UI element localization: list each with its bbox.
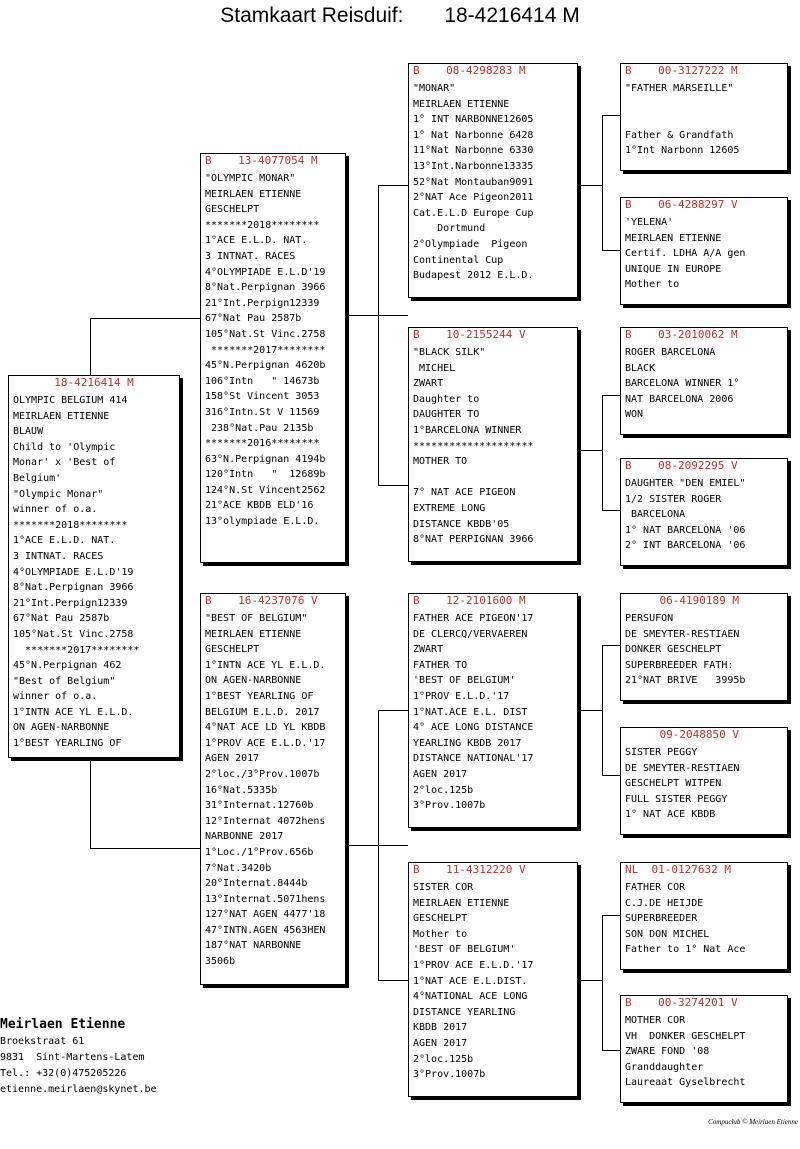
detail-line: 1/2 SISTER ROGER <box>625 493 722 505</box>
detail-line: 1°INTN ACE YL E.L.D. <box>13 706 134 718</box>
detail-line: 1°BEST YEARLING OF <box>205 690 314 702</box>
ring-number: B 08-2092295 V <box>625 459 738 472</box>
detail-line: DAUGHTER TO <box>413 409 480 421</box>
pigeon-details <box>409 342 577 548</box>
detail-line: ON AGEN-NARBONNE <box>13 722 110 734</box>
detail-line: C.J.DE HEIJDE <box>625 897 704 909</box>
connector-line <box>578 450 602 451</box>
detail-line: 2°Olympiade Pigeon <box>413 238 528 250</box>
connector-line <box>602 915 603 1050</box>
detail-line: FATHER ACE PIGEON'17 <box>413 613 534 624</box>
detail-line: 63°N.Perpignan 4194b <box>205 453 326 465</box>
detail-line: "OLYMPIC MONAR" <box>205 173 296 184</box>
footer-credit: Compuclub © Meirlaen Etienne <box>708 1118 798 1126</box>
detail-line: BLAUW <box>13 426 44 438</box>
great-grandparent-card <box>620 727 788 835</box>
connector-line <box>602 510 620 511</box>
detail-line: 158°St Vincent 3053 <box>205 391 320 403</box>
subject-pigeon-card <box>8 375 180 758</box>
detail-line: *******2016******** <box>205 438 320 450</box>
detail-line: Child to 'Olympic <box>13 441 116 453</box>
detail-line: 2°loc.125b <box>413 1053 474 1065</box>
page-title: Stamkaart Reisduif: 18-4216414 M <box>220 4 580 27</box>
detail-line: 1°BARCELONA WINNER <box>413 424 522 436</box>
detail-line: SISTER PEGGY <box>625 747 698 758</box>
detail-line: *******2017******** <box>13 644 140 656</box>
detail-line: *******2017******** <box>205 344 326 356</box>
detail-line: Budapest 2012 E.L.D. <box>413 270 534 282</box>
ring-number: B 10-2155244 V <box>413 328 526 341</box>
connector-line <box>90 758 91 848</box>
detail-line: 1°BEST YEARLING OF <box>13 738 122 750</box>
connector-line <box>378 710 408 711</box>
detail-line: 16°Nat.5335b <box>205 784 278 796</box>
detail-line: SON DON MICHEL <box>625 928 710 940</box>
detail-line: 127°NAT AGEN 4477'18 <box>205 909 326 921</box>
detail-line: "FATHER MARSEILLE" <box>625 83 734 94</box>
detail-line: KBDB 2017 <box>413 1022 468 1034</box>
connector-line <box>602 645 603 775</box>
connector-line <box>345 845 408 846</box>
detail-line: ZWART <box>413 378 444 390</box>
detail-line: MEIRLAEN ETIENNE <box>625 232 722 244</box>
connector-line <box>602 645 620 646</box>
detail-line: Belgium' <box>13 472 62 484</box>
detail-line: "Olympic Monar" <box>13 488 104 500</box>
detail-line: ZWARE FOND '08 <box>625 1046 710 1058</box>
detail-line: SUPERBREEDER FATH: <box>625 659 734 671</box>
pigeon-details <box>201 168 345 530</box>
detail-line: 105°Nat.St Vinc.2758 <box>205 328 326 340</box>
detail-line: Father & Grandfath <box>625 129 734 141</box>
detail-line: ROGER BARCELONA <box>625 347 716 358</box>
connector-line <box>378 485 408 486</box>
detail-line: DE CLERCQ/VERVAEREN <box>413 628 528 640</box>
detail-line: BARCELONA WINNER 1° <box>625 378 740 390</box>
pigeon-details <box>409 78 577 284</box>
detail-line: Certif. LDHA A/A gen <box>625 248 746 260</box>
detail-line: 4°OLYMPIADE E.L.D'19 <box>205 266 326 278</box>
detail-line: 2°loc./3°Prov.1007b <box>205 768 320 780</box>
detail-line: DISTANCE KBDB'05 <box>413 518 510 530</box>
detail-line: OLYMPIC BELGIUM 414 <box>13 395 128 406</box>
pigeon-details <box>621 1010 787 1091</box>
detail-line: 187°NAT NARBONNE <box>205 940 302 952</box>
owner-address-block <box>0 1016 157 1098</box>
detail-line: 67°Nat Pau 2587b <box>13 613 110 625</box>
detail-line: DONKER GESCHELPT <box>625 644 722 656</box>
connector-line <box>378 980 408 981</box>
detail-line: BARCELONA <box>625 509 686 521</box>
connector-line <box>602 915 620 916</box>
detail-line: 1°PROV ACE E.L.D.'17 <box>413 959 534 971</box>
connector-line <box>345 315 408 316</box>
detail-line: 4°OLYMPIADE E.L.D'19 <box>13 566 134 578</box>
detail-line: 45°N.Perpignan 462 <box>13 660 122 672</box>
ring-number: 18-4216414 M <box>54 376 134 389</box>
detail-line: 120°Intn " 12689b <box>205 469 326 481</box>
pigeon-details <box>621 608 787 689</box>
detail-line: SUPERBREEDER <box>625 913 698 925</box>
detail-line: 105°Nat.St Vinc.2758 <box>13 628 134 640</box>
detail-line: 11°Nat Narbonne 6330 <box>413 145 534 157</box>
detail-line: 3506b <box>205 956 236 968</box>
detail-line: 8°Nat.Perpignan 3966 <box>13 582 134 594</box>
pigeon-details <box>621 78 787 159</box>
detail-line: 1°NAT ACE E.L.DIST. <box>413 975 528 987</box>
detail-line: MEIRLAEN ETIENNE <box>13 410 110 422</box>
great-grandparent-card <box>620 197 788 305</box>
connector-line <box>90 318 200 319</box>
owner-phone: Tel.: +32(0)475205226 <box>0 1068 127 1079</box>
detail-line: "BLACK SILK" <box>413 347 486 358</box>
great-grandparent-card <box>620 995 788 1103</box>
ring-number: B 13-4077054 M <box>205 154 318 167</box>
detail-line: 45°N.Perpignan 4620b <box>205 360 326 372</box>
pigeon-details <box>621 877 787 958</box>
detail-line: 3°Prov.1007b <box>413 800 486 812</box>
detail-line: 3 INTNAT. RACES <box>205 250 296 262</box>
detail-line <box>413 470 573 486</box>
detail-line: 4°NAT ACE LD YL KBDB <box>205 722 326 734</box>
detail-line: 4° ACE LONG DISTANCE <box>413 722 534 734</box>
detail-line: Laureaat Gyselbrecht <box>625 1077 746 1089</box>
detail-line: 316°Intn.St V 11569 <box>205 406 320 418</box>
detail-line: MOTHER COR <box>625 1015 686 1026</box>
detail-line: VH DONKER GESCHELPT <box>625 1030 746 1042</box>
owner-street: Broekstraat 61 <box>0 1036 85 1047</box>
connector-line <box>602 775 620 776</box>
pigeon-details <box>201 608 345 970</box>
detail-line: BELGIUM E.L.D. 2017 <box>205 706 320 718</box>
detail-line: MEIRLAEN ETIENNE <box>413 98 510 110</box>
detail-line: DAUGHTER "DEN EMIEL" <box>625 478 746 489</box>
great-grandparent-card <box>620 327 788 435</box>
ring-number: 09-2048850 V <box>659 728 739 741</box>
detail-line: 1° INT NARBONNE12605 <box>413 114 534 126</box>
connector-line <box>602 395 620 396</box>
detail-line: AGEN 2017 <box>413 1037 468 1049</box>
grandsire-dam-card <box>408 593 578 828</box>
pigeon-details <box>621 742 787 823</box>
detail-line: 8°Nat.Perpignan 3966 <box>205 282 326 294</box>
detail-line: UNIQUE IN EUROPE <box>625 263 722 275</box>
detail-line: 124°N.St Vincent2562 <box>205 484 326 496</box>
detail-line: 'YELENA' <box>625 217 674 228</box>
detail-line: Continental Cup <box>413 254 504 266</box>
detail-line: Dortmund <box>413 223 486 235</box>
great-grandparent-card <box>620 63 788 171</box>
detail-line: DE SMEYTER-RESTIAEN <box>625 628 740 640</box>
detail-line: 21°Int.Perpign12339 <box>205 297 320 309</box>
detail-line: Granddaughter <box>625 1061 704 1073</box>
detail-line: "BEST OF BELGIUM" <box>205 613 308 624</box>
detail-line: winner of o.a. <box>13 504 98 516</box>
detail-line: FULL SISTER PEGGY <box>625 793 728 805</box>
detail-line: *******2018******** <box>205 219 320 231</box>
detail-line: MEIRLAEN ETIENNE <box>205 188 302 200</box>
detail-line: Daughter to <box>413 393 480 405</box>
detail-line: 1°Loc./1°Prov.656b <box>205 846 314 858</box>
detail-line: FATHER TO <box>413 659 468 671</box>
pigeon-details <box>621 473 787 554</box>
detail-line: 238°Nat.Pau 2135b <box>205 422 314 434</box>
pigeon-details <box>409 877 577 1083</box>
connector-line <box>602 395 603 510</box>
detail-line: 1°INTN ACE YL E.L.D. <box>205 659 326 671</box>
detail-line: AGEN 2017 <box>205 753 260 765</box>
detail-line: 2°NAT Ace Pigeon2011 <box>413 192 534 204</box>
granddam-sire-card <box>408 327 578 562</box>
detail-line: winner of o.a. <box>13 691 98 703</box>
detail-line: 3 INTNAT. RACES <box>13 550 104 562</box>
detail-line: GESCHELPT <box>413 913 468 925</box>
pigeon-details <box>621 212 787 293</box>
detail-line: Mother to <box>625 279 680 291</box>
detail-line: DISTANCE NATIONAL'17 <box>413 753 534 765</box>
ring-number: NL 01-0127632 M <box>625 863 731 876</box>
detail-line: Mother to <box>413 928 468 940</box>
dam-card <box>200 593 346 985</box>
detail-line: "Best of Belgium" <box>13 675 116 687</box>
detail-line: GESCHELPT <box>205 644 260 656</box>
detail-line: 12°Internat 4072hens <box>205 815 326 827</box>
detail-line: Monar' x 'Best of <box>13 457 116 469</box>
detail-line <box>625 97 783 113</box>
connector-line <box>602 250 620 251</box>
detail-line: WON <box>625 409 644 421</box>
detail-line: 1°PROV ACE E.L.D.'17 <box>205 737 326 749</box>
ring-number: B 12-2101600 M <box>413 594 526 607</box>
connector-line <box>578 185 602 186</box>
detail-line: NAT BARCELONA 2006 <box>625 393 734 405</box>
connector-line <box>90 848 200 849</box>
grandsire-sire-card <box>408 63 578 298</box>
pigeon-details <box>621 342 787 423</box>
great-grandparent-card <box>620 458 788 566</box>
detail-line: ******************** <box>413 440 534 452</box>
pigeon-details <box>9 390 179 752</box>
detail-line: 13°Int.Narbonne13335 <box>413 160 534 172</box>
connector-line <box>378 185 379 485</box>
great-grandparent-card <box>620 593 788 701</box>
detail-line: 7° NAT ACE PIGEON <box>413 487 516 499</box>
detail-line: MICHEL <box>413 362 456 374</box>
granddam-dam-card <box>408 862 578 1097</box>
detail-line: 3°Prov.1007b <box>413 1069 486 1081</box>
detail-line: 1° NAT ACE KBDB <box>625 809 716 821</box>
sire-card <box>200 153 346 563</box>
ring-number: B 08-4298283 M <box>413 64 526 77</box>
detail-line: 1°ACE E.L.D. NAT. <box>13 535 116 547</box>
owner-email: etienne.meirlaen@skynet.be <box>0 1084 157 1095</box>
detail-line: GESCHELPT <box>205 204 260 216</box>
detail-line: ZWART <box>413 644 444 656</box>
detail-line: 7°Nat.3420b <box>205 862 272 874</box>
great-grandparent-card <box>620 862 788 970</box>
detail-line: AGEN 2017 <box>413 768 468 780</box>
detail-line: 8°NAT PERPIGNAN 3966 <box>413 534 534 546</box>
detail-line: MEIRLAEN ETIENNE <box>205 628 302 640</box>
ring-number: B 11-4312220 V <box>413 863 526 876</box>
ring-number: B 03-2010062 M <box>625 328 738 341</box>
detail-line: FATHER COR <box>625 882 686 893</box>
detail-line: 47°INTN.AGEN 4563HEN <box>205 924 326 936</box>
detail-line: 1°NAT.ACE E.L. DIST <box>413 706 528 718</box>
connector-line <box>378 185 408 186</box>
detail-line: 52°Nat Montauban9091 <box>413 176 534 188</box>
detail-line: EXTREME LONG <box>413 502 486 514</box>
detail-line: 1°PROV E.L.D.'17 <box>413 690 510 702</box>
detail-line: 13°Internat.5071hens <box>205 893 326 905</box>
detail-line: GESCHELPT WITPEN <box>625 778 722 790</box>
detail-line: 1°Int Narbonn 12605 <box>625 145 740 157</box>
detail-line: 20°Internat.8444b <box>205 878 308 890</box>
detail-line: 21°Int.Perpign12339 <box>13 597 128 609</box>
detail-line: "MONAR" <box>413 83 456 94</box>
connector-line <box>578 980 602 981</box>
detail-line: 1° Nat Narbonne 6428 <box>413 129 534 141</box>
ring-number: B 00-3127222 M <box>625 64 738 77</box>
detail-line: 21°ACE KBDB ELD'16 <box>205 500 314 512</box>
detail-line: 1° NAT BARCELONA '06 <box>625 524 746 536</box>
detail-line: 67°Nat Pau 2587b <box>205 313 302 325</box>
detail-line: 21°NAT BRIVE 3995b <box>625 675 746 687</box>
detail-line: 'BEST OF BELGIUM' <box>413 675 516 687</box>
detail-line: Cat.E.L.D Europe Cup <box>413 207 534 219</box>
owner-city: 9831 Sint-Martens-Latem <box>0 1052 145 1063</box>
connector-line <box>602 1050 620 1051</box>
ring-number: 06-4190189 M <box>659 594 739 607</box>
detail-line: 4°NATIONAL ACE LONG <box>413 991 528 1003</box>
connector-line <box>602 115 603 250</box>
pigeon-details <box>409 608 577 814</box>
detail-line: *******2018******** <box>13 519 128 531</box>
detail-line: 2°loc.125b <box>413 784 474 796</box>
ring-number: B 06-4288297 V <box>625 198 738 211</box>
detail-line: NARBONNE 2017 <box>205 831 284 843</box>
detail-line: PERSUFON <box>625 613 674 624</box>
connector-line <box>602 115 620 116</box>
detail-line: MOTHER TO <box>413 456 468 468</box>
detail-line: 13°olympiade E.L.D. <box>205 516 320 528</box>
detail-line: 1°ACE E.L.D. NAT. <box>205 235 308 247</box>
detail-line: BLACK <box>625 362 656 374</box>
detail-line: Father to 1° Nat Ace <box>625 944 746 956</box>
connector-line <box>90 318 91 376</box>
ring-number: B 00-3274201 V <box>625 996 738 1009</box>
connector-line <box>578 710 602 711</box>
detail-line <box>625 112 783 128</box>
detail-line: DE SMEYTER-RESTIAEN <box>625 762 740 774</box>
detail-line: DISTANCE YEARLING <box>413 1006 516 1018</box>
detail-line: YEARLING KBDB 2017 <box>413 737 522 749</box>
detail-line: 106°Intn " 14673b <box>205 375 320 387</box>
detail-line: MEIRLAEN ETIENNE <box>413 897 510 909</box>
detail-line: ON AGEN-NARBONNE <box>205 675 302 687</box>
detail-line: 2° INT BARCELONA '06 <box>625 540 746 552</box>
ring-number: B 16-4237076 V <box>205 594 318 607</box>
detail-line: SISTER COR <box>413 882 474 893</box>
owner-name: Meirlaen Etienne <box>0 1017 126 1032</box>
detail-line: 'BEST OF BELGIUM' <box>413 944 516 956</box>
detail-line: 31°Internat.12760b <box>205 800 314 812</box>
